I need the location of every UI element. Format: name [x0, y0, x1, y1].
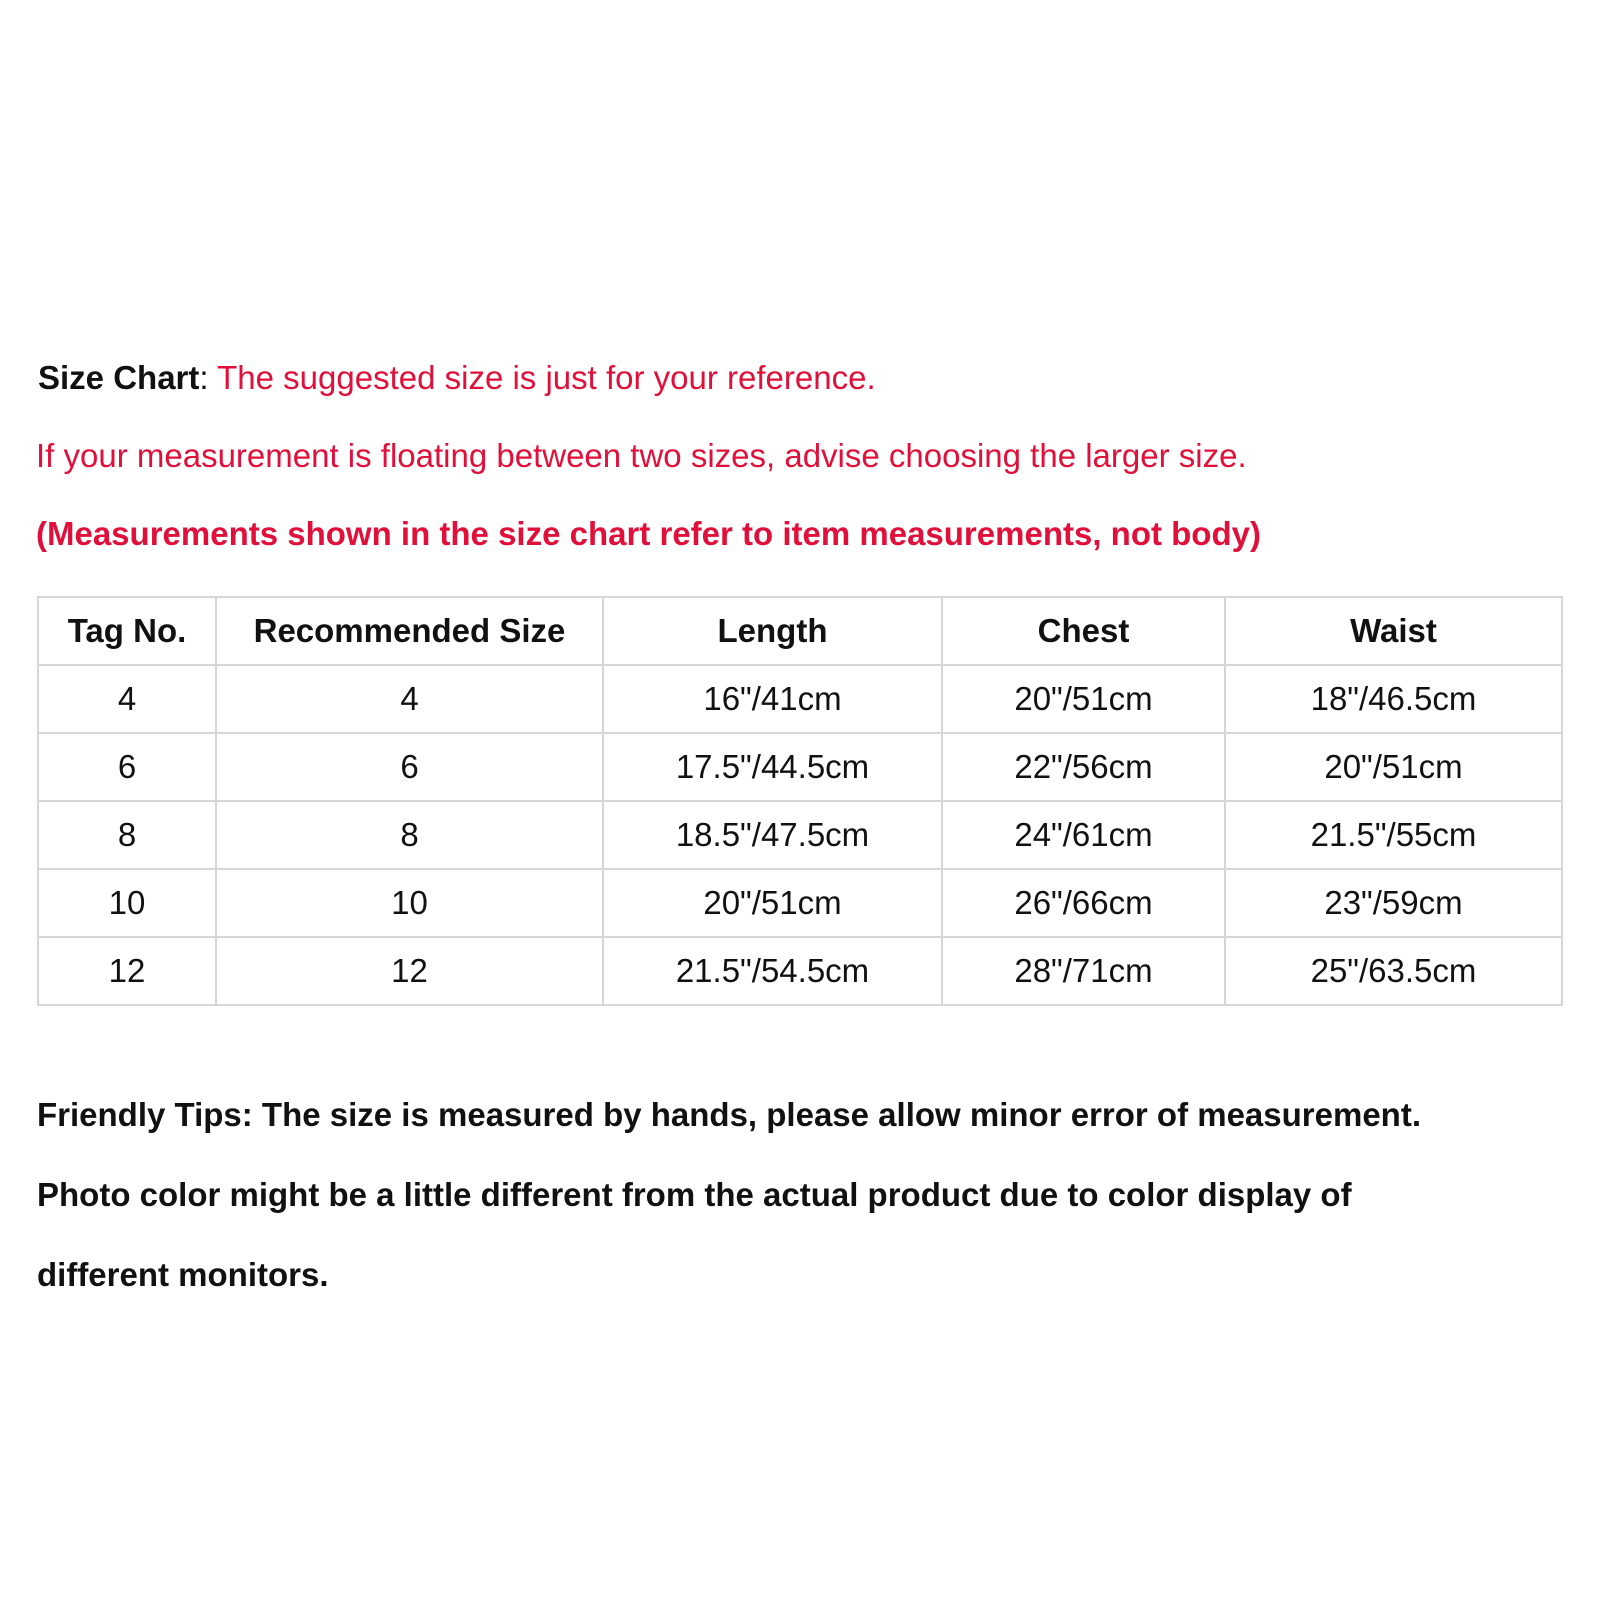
table-row	[38, 801, 1562, 869]
reference-note: The suggested size is just for your reference.	[217, 359, 876, 396]
header-length: Length	[603, 597, 942, 665]
cell-waist: 18"/46.5cm	[1225, 665, 1562, 733]
header-chest: Chest	[942, 597, 1225, 665]
cell-chest: 26"/66cm	[942, 869, 1225, 937]
table-row	[38, 869, 1562, 937]
cell-length: 16"/41cm	[603, 665, 942, 733]
cell-waist: 25"/63.5cm	[1225, 937, 1562, 1005]
table-header-row	[38, 597, 1562, 665]
friendly-tips	[37, 1075, 1577, 1315]
cell-recommended-size: 6	[216, 733, 603, 801]
table-row	[38, 733, 1562, 801]
cell-recommended-size: 8	[216, 801, 603, 869]
larger-size-advice: If your measurement is floating between two sizes, advise choosing the larger size.	[36, 437, 1247, 474]
header-recommended-size: Recommended Size	[216, 597, 603, 665]
cell-chest: 28"/71cm	[942, 937, 1225, 1005]
cell-length: 21.5"/54.5cm	[603, 937, 942, 1005]
cell-tag-no: 4	[38, 665, 216, 733]
cell-waist: 20"/51cm	[1225, 733, 1562, 801]
tip-line-monitors: different monitors.	[37, 1256, 329, 1293]
cell-tag-no: 6	[38, 733, 216, 801]
cell-recommended-size: 4	[216, 665, 603, 733]
cell-chest: 24"/61cm	[942, 801, 1225, 869]
cell-recommended-size: 12	[216, 937, 603, 1005]
cell-waist: 23"/59cm	[1225, 869, 1562, 937]
cell-chest: 22"/56cm	[942, 733, 1225, 801]
size-chart-label: Size Chart	[38, 359, 200, 396]
table-row	[38, 937, 1562, 1005]
cell-tag-no: 12	[38, 937, 216, 1005]
tip-line-measurement: Friendly Tips: The size is measured by hands, please allow minor error of measurement.	[37, 1096, 1421, 1133]
cell-length: 17.5"/44.5cm	[603, 733, 942, 801]
header-waist: Waist	[1225, 597, 1562, 665]
header-tag-no: Tag No.	[38, 597, 216, 665]
table-row	[38, 665, 1562, 733]
tip-line-photo-color: Photo color might be a little different from the actual product due to color display of	[37, 1176, 1352, 1213]
cell-length: 20"/51cm	[603, 869, 942, 937]
measurement-disclaimer: (Measurements shown in the size chart refer to item measurements, not body)	[36, 515, 1261, 552]
cell-recommended-size: 10	[216, 869, 603, 937]
cell-chest: 20"/51cm	[942, 665, 1225, 733]
cell-tag-no: 8	[38, 801, 216, 869]
size-table	[37, 596, 1563, 1006]
size-chart-intro	[38, 358, 876, 398]
cell-waist: 21.5"/55cm	[1225, 801, 1562, 869]
label-separator: :	[199, 359, 218, 396]
cell-tag-no: 10	[38, 869, 216, 937]
cell-length: 18.5"/47.5cm	[603, 801, 942, 869]
